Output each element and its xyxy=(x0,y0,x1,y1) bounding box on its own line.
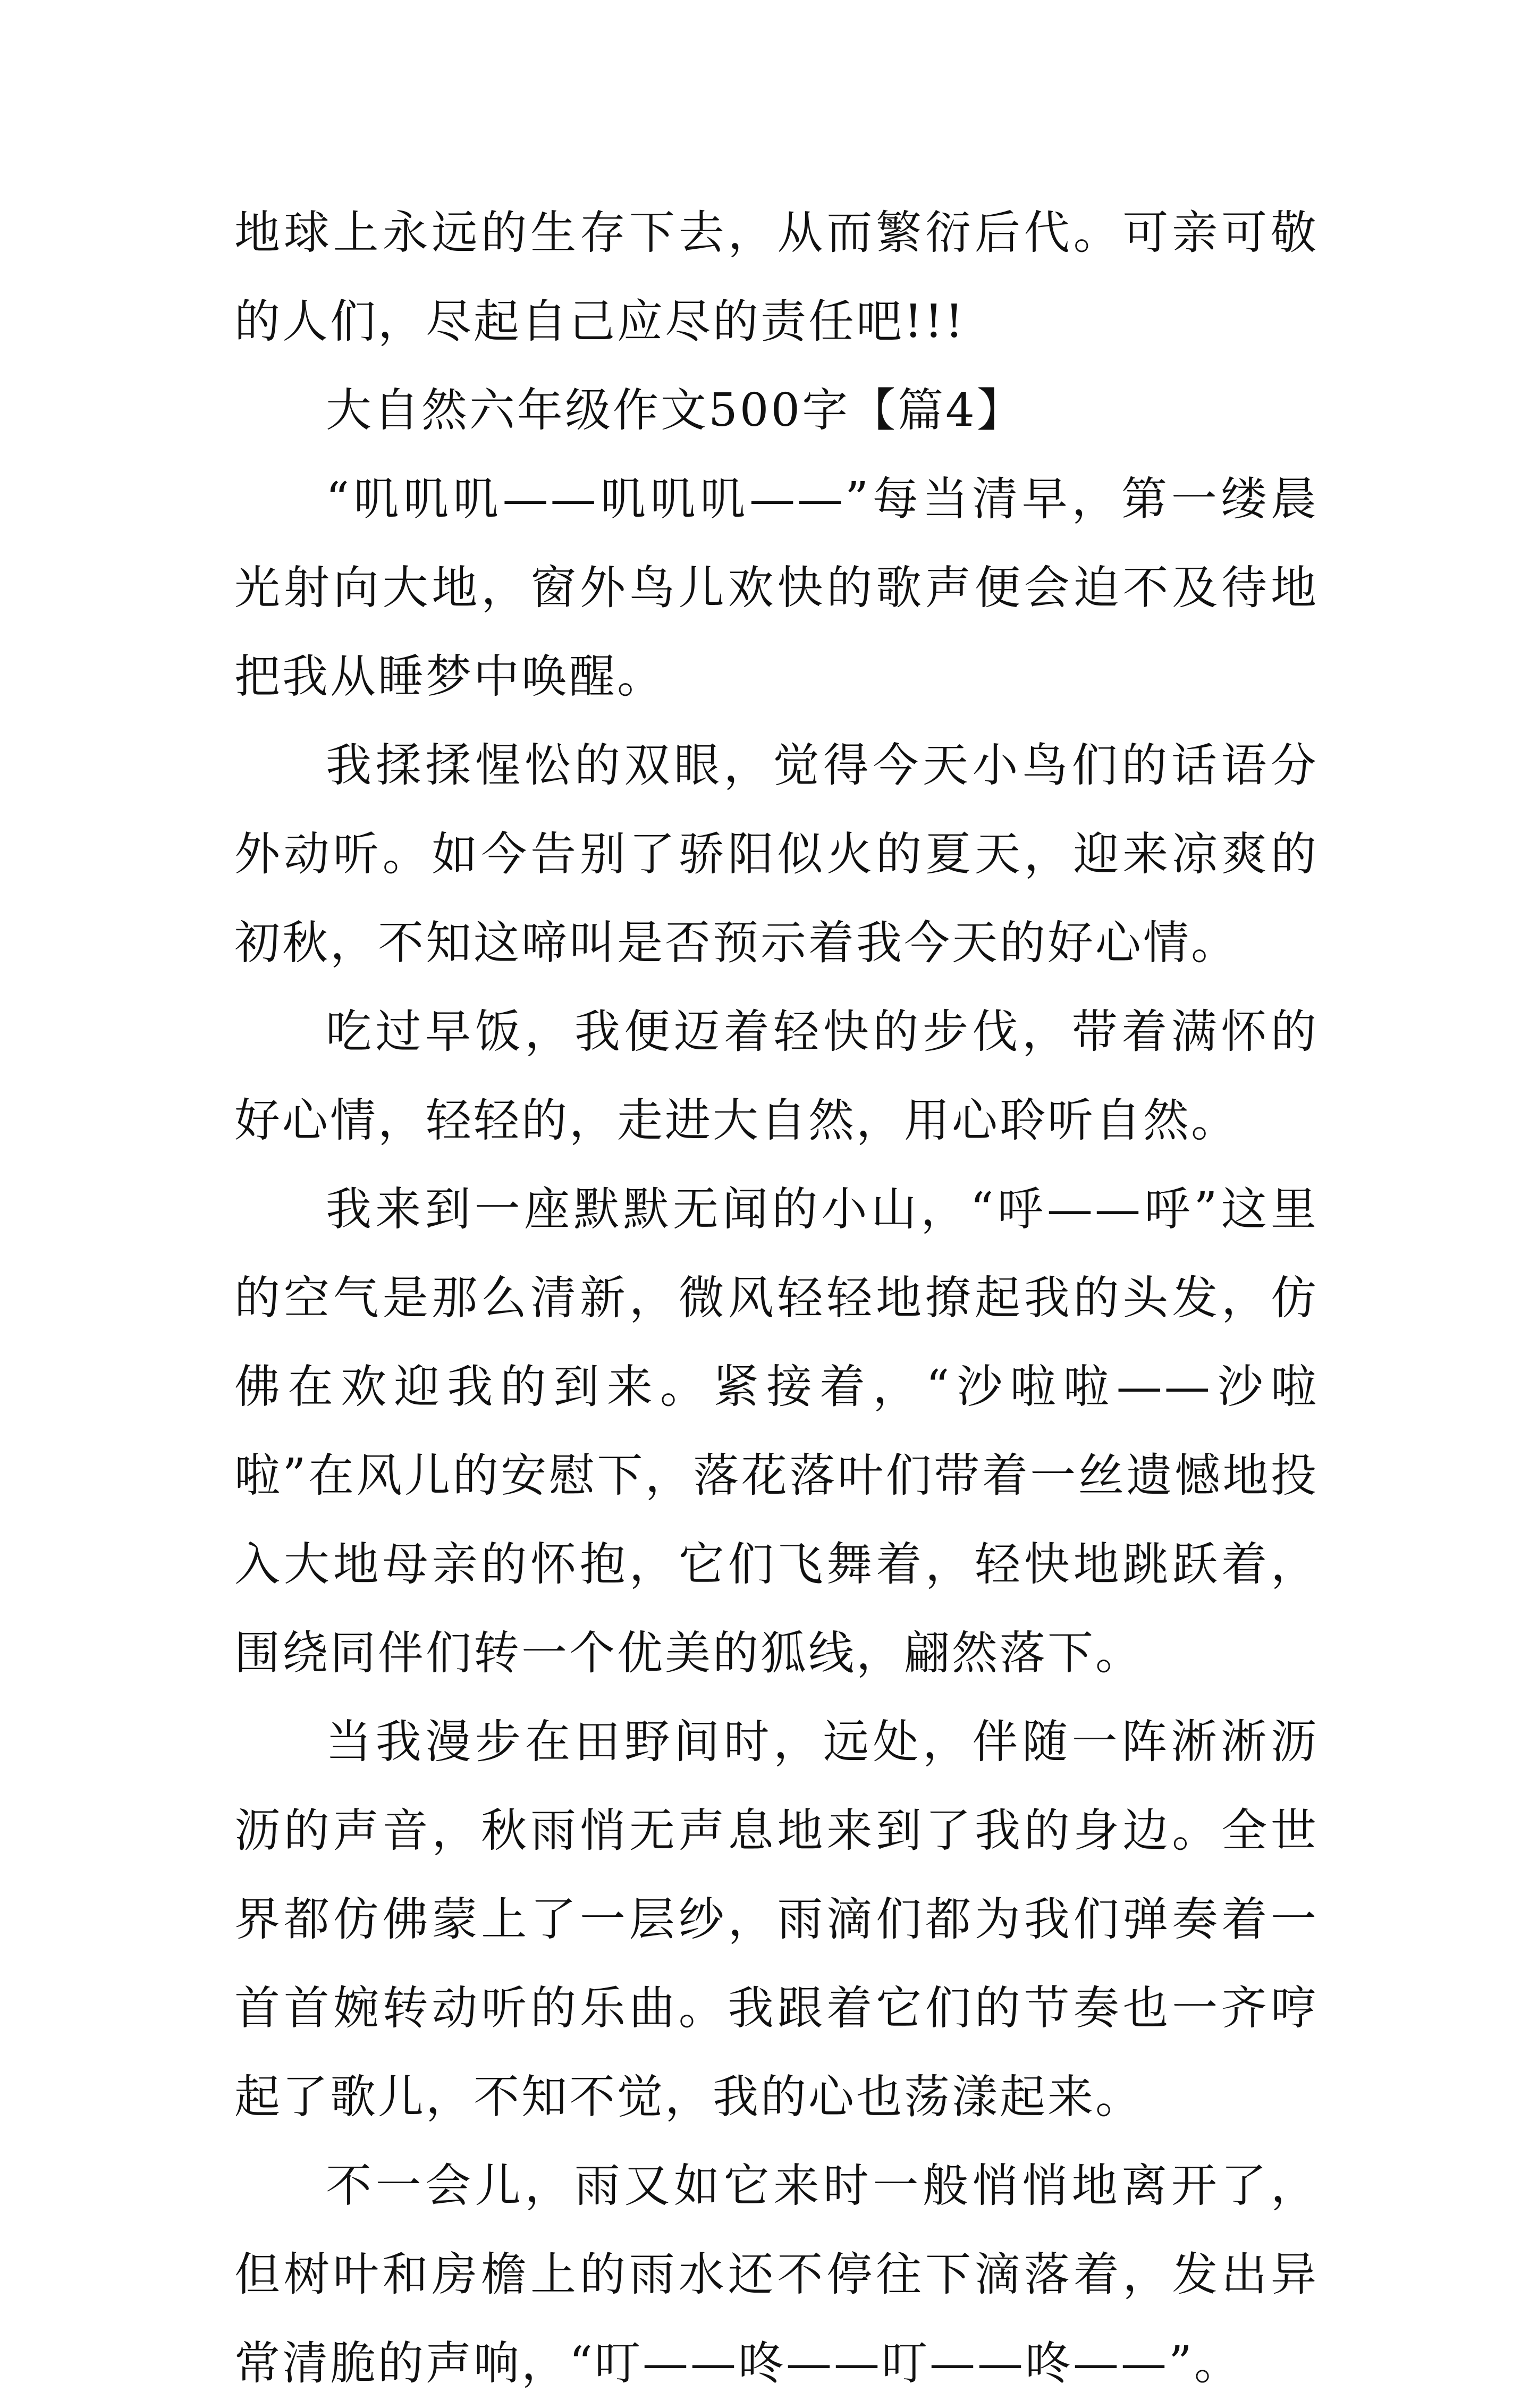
paragraph-2: 我揉揉惺忪的双眼，觉得今天小鸟们的话语分外动听。如今告别了骄阳似火的夏天，迎来凉爽的初秋，不知这啼叫是否预示着我今天的好心情。 xyxy=(234,739,1319,970)
paragraph-5: 当我漫步在田野间时，远处，伴随一阵淅淅沥沥的声音，秋雨悄无声息地来到了我的身边。全世界都仿佛蒙上了一层纱，雨滴们都为我们弹奏着一首首婉转动听的乐曲。我跟着它们的节奏也一齐哼起了歌儿，不知不觉，我的心也荡漾起来。 xyxy=(234,1715,1319,2124)
paragraph-6: 不一会儿，雨又如它来时一般悄悄地离开了，但树叶和房檐上的雨水还不停往下滴落着，发出异常清脆的声响，“叮——咚——叮——咚——”。 xyxy=(234,2159,1319,2390)
section-heading: 大自然六年级作文500字【篇4】 xyxy=(326,384,1025,437)
document-body xyxy=(234,189,1319,2408)
paragraph-3: 吃过早饭，我便迈着轻快的步伐，带着满怀的好心情，轻轻的，走进大自然，用心聆听自然。 xyxy=(234,1005,1319,1147)
paragraph-1: “叽叽叽——叽叽叽——”每当清早，第一缕晨光射向大地，窗外鸟儿欢快的歌声便会迫不及待地把我从睡梦中唤醒。 xyxy=(234,473,1319,703)
paragraph-continued: 地球上永远的生存下去，从而繁衍后代。可亲可敬的人们，尽起自己应尽的责任吧!!! xyxy=(234,206,1319,348)
paragraph-4: 我来到一座默默无闻的小山，“呼——呼”这里的空气是那么清新，微风轻轻地撩起我的头发，仿佛在欢迎我的到来。紧接着，“沙啦啦——沙啦啦”在风儿的安慰下，落花落叶们带着一丝遗憾地投入大地母亲的怀抱，它们飞舞着，轻快地跳跃着，围绕同伴们转一个优美的狐线，翩然落下。 xyxy=(234,1183,1319,1680)
